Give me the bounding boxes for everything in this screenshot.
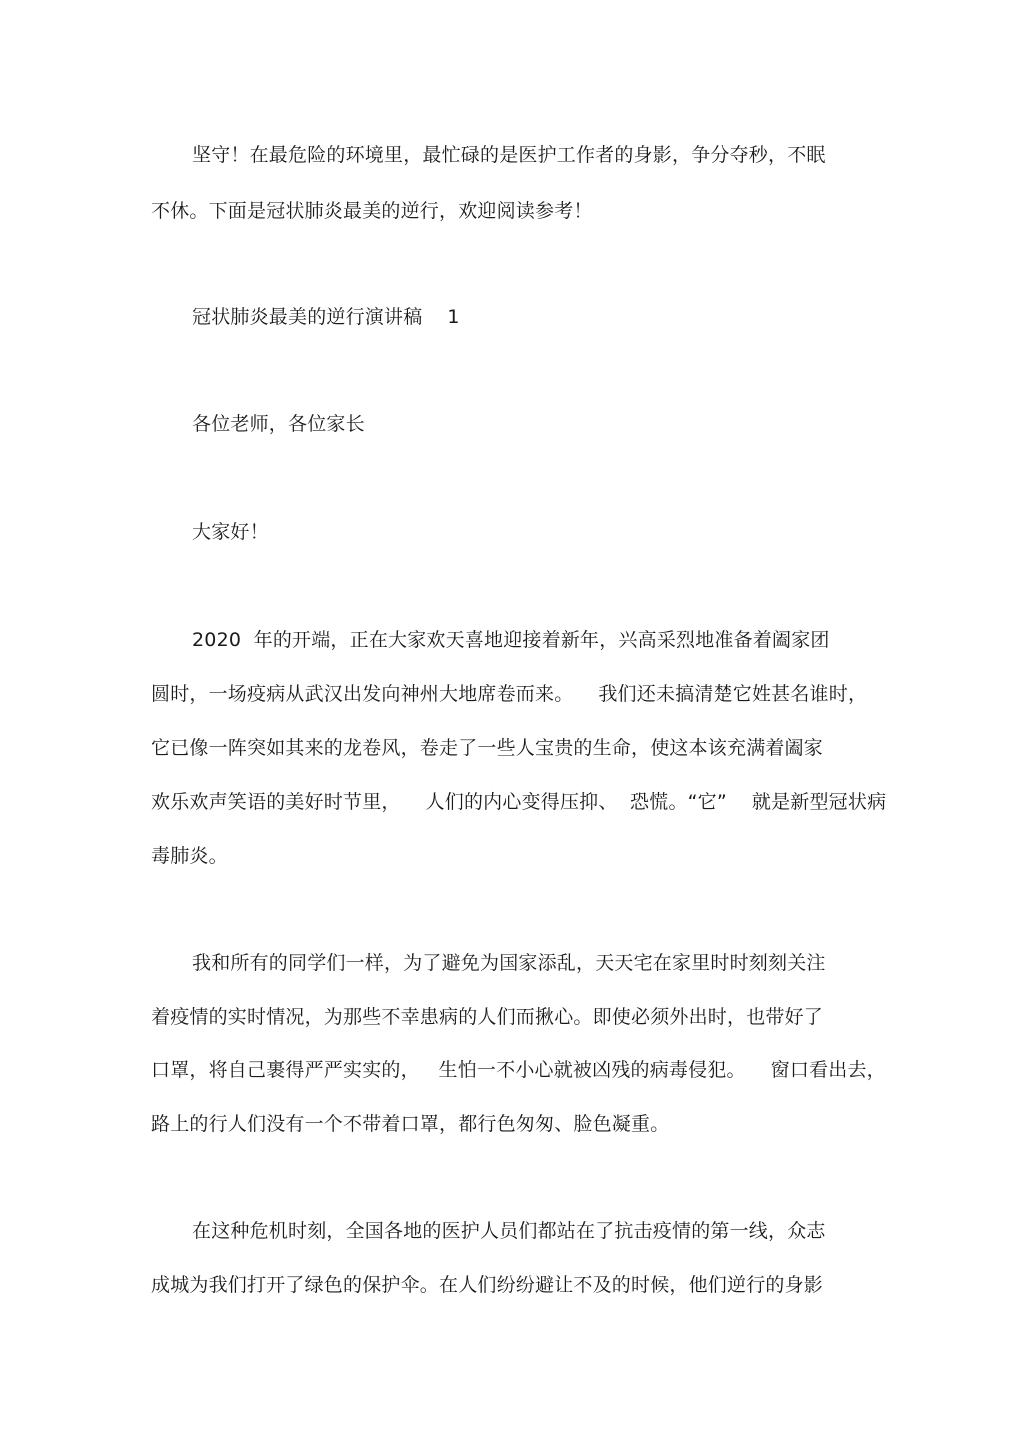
paragraph-2-line-4: 路上的行人们没有一个不带着口罩，都行色匆匆、脸色凝重。: [151, 1113, 670, 1135]
intro-line-1: 坚守！在最危险的环境里，最忙碌的是医护工作者的身影，争分夺秒，不眠: [192, 144, 826, 166]
paragraph-1-line-2: 圆时，一场疫病从武汉出发向神州大地席卷而来。 我们还未搞清楚它姓甚名谁时，: [151, 683, 868, 705]
intro-line-2: 不休。下面是冠状肺炎最美的逆行，欢迎阅读参考！: [151, 200, 593, 222]
paragraph-2-line-3: 口罩，将自己裹得严严实实的， 生怕一不小心就被凶残的病毒侵犯。 窗口看出去，: [151, 1059, 886, 1081]
paragraph-1-line-1: 2020 年的开端，正在大家欢天喜地迎接着新年，兴高采烈地准备着阖家团: [192, 629, 830, 651]
paragraph-2-line-2: 着疫情的实时情况，为那些不幸患病的人们而揪心。即使必须外出时，也带好了: [151, 1006, 824, 1028]
paragraph-1-line-3: 它已像一阵突如其来的龙卷风，卷走了一些人宝贵的生命，使这本该充满着阖家: [151, 737, 824, 759]
paragraph-1-line-4: 欢乐欢声笑语的美好时节里， 人们的内心变得压抑、 恐慌。“它” 就是新型冠状病: [151, 791, 887, 813]
speech-heading: 冠状肺炎最美的逆行演讲稿 1: [192, 306, 460, 328]
paragraph-3-line-1: 在这种危机时刻，全国各地的医护人员们都站在了抗击疫情的第一线，众志: [192, 1220, 826, 1242]
paragraph-1-line-5: 毒肺炎。: [151, 845, 228, 867]
greeting: 大家好！: [192, 521, 269, 543]
paragraph-3-line-2: 成城为我们打开了绿色的保护伞。在人们纷纷避让不及的时候，他们逆行的身影: [151, 1274, 824, 1296]
paragraph-2-line-1: 我和所有的同学们一样，为了避免为国家添乱，天天宅在家里时时刻刻关注: [192, 952, 826, 974]
salutation: 各位老师，各位家长: [192, 413, 365, 435]
